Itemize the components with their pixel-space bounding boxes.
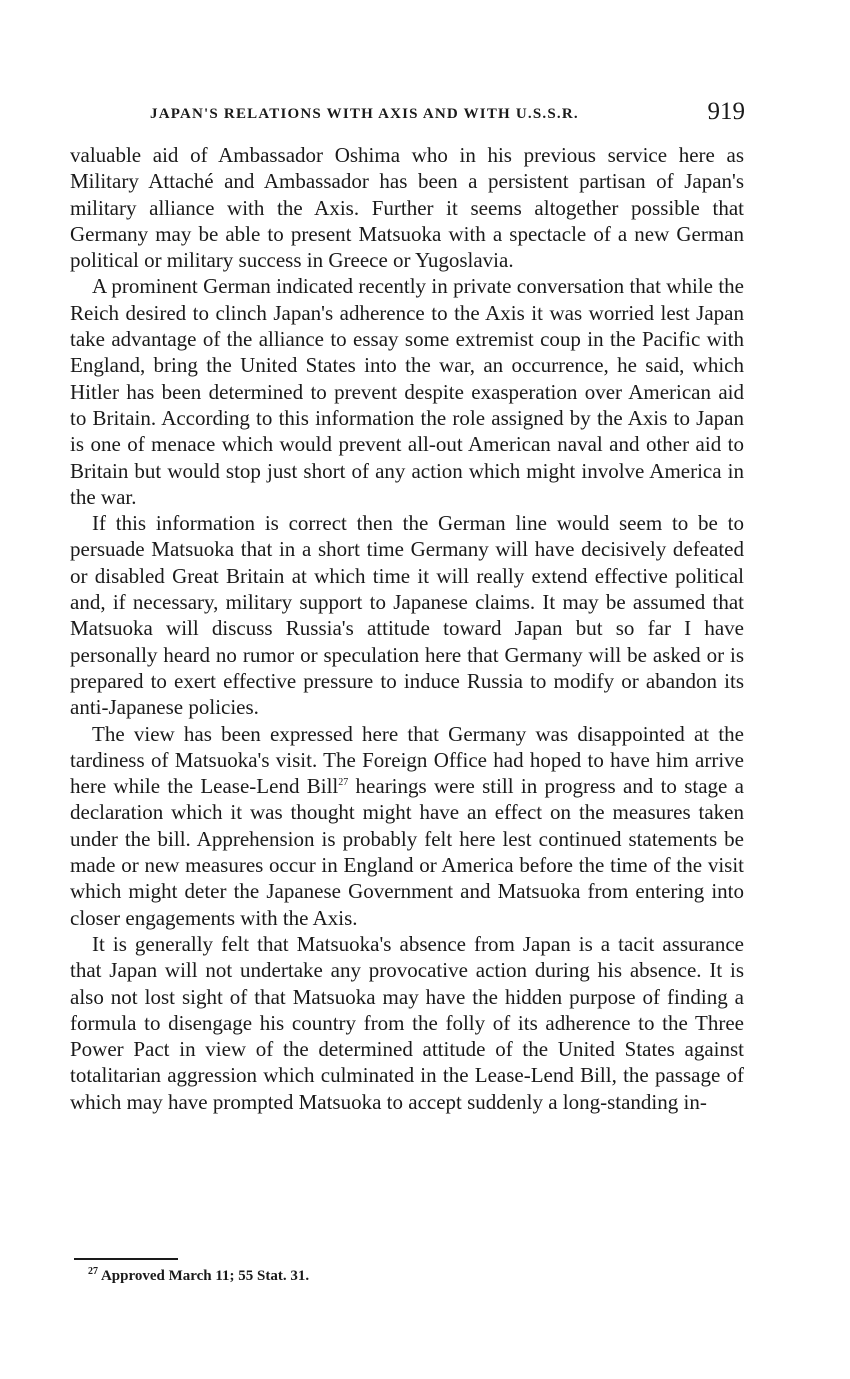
body-text (70, 142, 744, 1115)
paragraph-2: A prominent German indicated recently in private conversation that while the Reich desired to clinch Japan's adherence to the Axis it was worried lest Japan take advantage of the alliance to essay some extremist coup in the Pacific with England, bring the United States into the war, an occurrence, he said, which Hitler has been determined to prevent despite exasperation over American aid to Britain. According to this information the role assigned by the Axis to Japan is one of menace which would prevent all-out American naval and other aid to Britain but would stop just short of any action which might involve America in the war. (70, 274, 744, 509)
footnote-reference[interactable]: 27 (338, 777, 349, 789)
page-number: 919 (707, 98, 745, 125)
footnote (88, 1268, 309, 1285)
footnote-marker: 27 (88, 1266, 98, 1277)
paragraph-4 (70, 721, 744, 931)
footnote-text: Approved March 11; 55 Stat. 31. (100, 1268, 310, 1284)
paragraph-4-text-after: hearings were still in progress and to stage a declaration which it was thought might have an effect on the measures taken under the bill. Apprehension is probably felt here lest continued statements be made or new measures occur in England or America before the time of the visit which might deter the Japanese Government and Matsuoka from entering into closer engagements with the Axis. (70, 774, 744, 930)
paragraph-5: It is generally felt that Matsuoka's absence from Japan is a tacit assurance that Japan will not undertake any provocative action during his absence. It is also not lost sight of that Matsuoka may have the hidden purpose of finding a formula to disengage his country from the folly of its adherence to the Three Power Pact in view of the determined attitude of the United States against totalitarian aggression which culminated in the Lease-Lend Bill, the passage of which may have prompted Matsuoka to accept suddenly a long-standing in- (70, 931, 744, 1114)
paragraph-3: If this information is correct then the German line would seem to be to persuade Matsuoka that in a short time Germany will have decisively defeated or disabled Great Britain at which time it will really extend effective political and, if necessary, military support to Japanese claims. It may be assumed that Matsuoka will discuss Russia's attitude toward Japan but so far I have personally heard no rumor or speculation here that Germany will be asked or is prepared to exert effective pressure to induce Russia to modify or abandon its anti-Japanese policies. (70, 511, 744, 720)
paragraph-1: valuable aid of Ambassador Oshima who in his previous service here as Military Attaché and Ambassador has been a persistent partisan of Japan's military alliance with the Axis. Further it seems altogether possible that Germany may be able to present Matsuoka with a spectacle of a new German political or military success in Greece or Yugoslavia. (70, 143, 744, 273)
paragraph-4-text-before: The view has been expressed here that Germany was disappointed at the tardiness of Matsuoka's visit. The Foreign Office had hoped to have him arrive here while the Lease-Lend Bill (70, 721, 744, 799)
running-title: JAPAN'S RELATIONS WITH AXIS AND WITH U.S.S.R. (150, 106, 579, 122)
running-head (150, 98, 745, 128)
footnote-divider (74, 1258, 178, 1260)
